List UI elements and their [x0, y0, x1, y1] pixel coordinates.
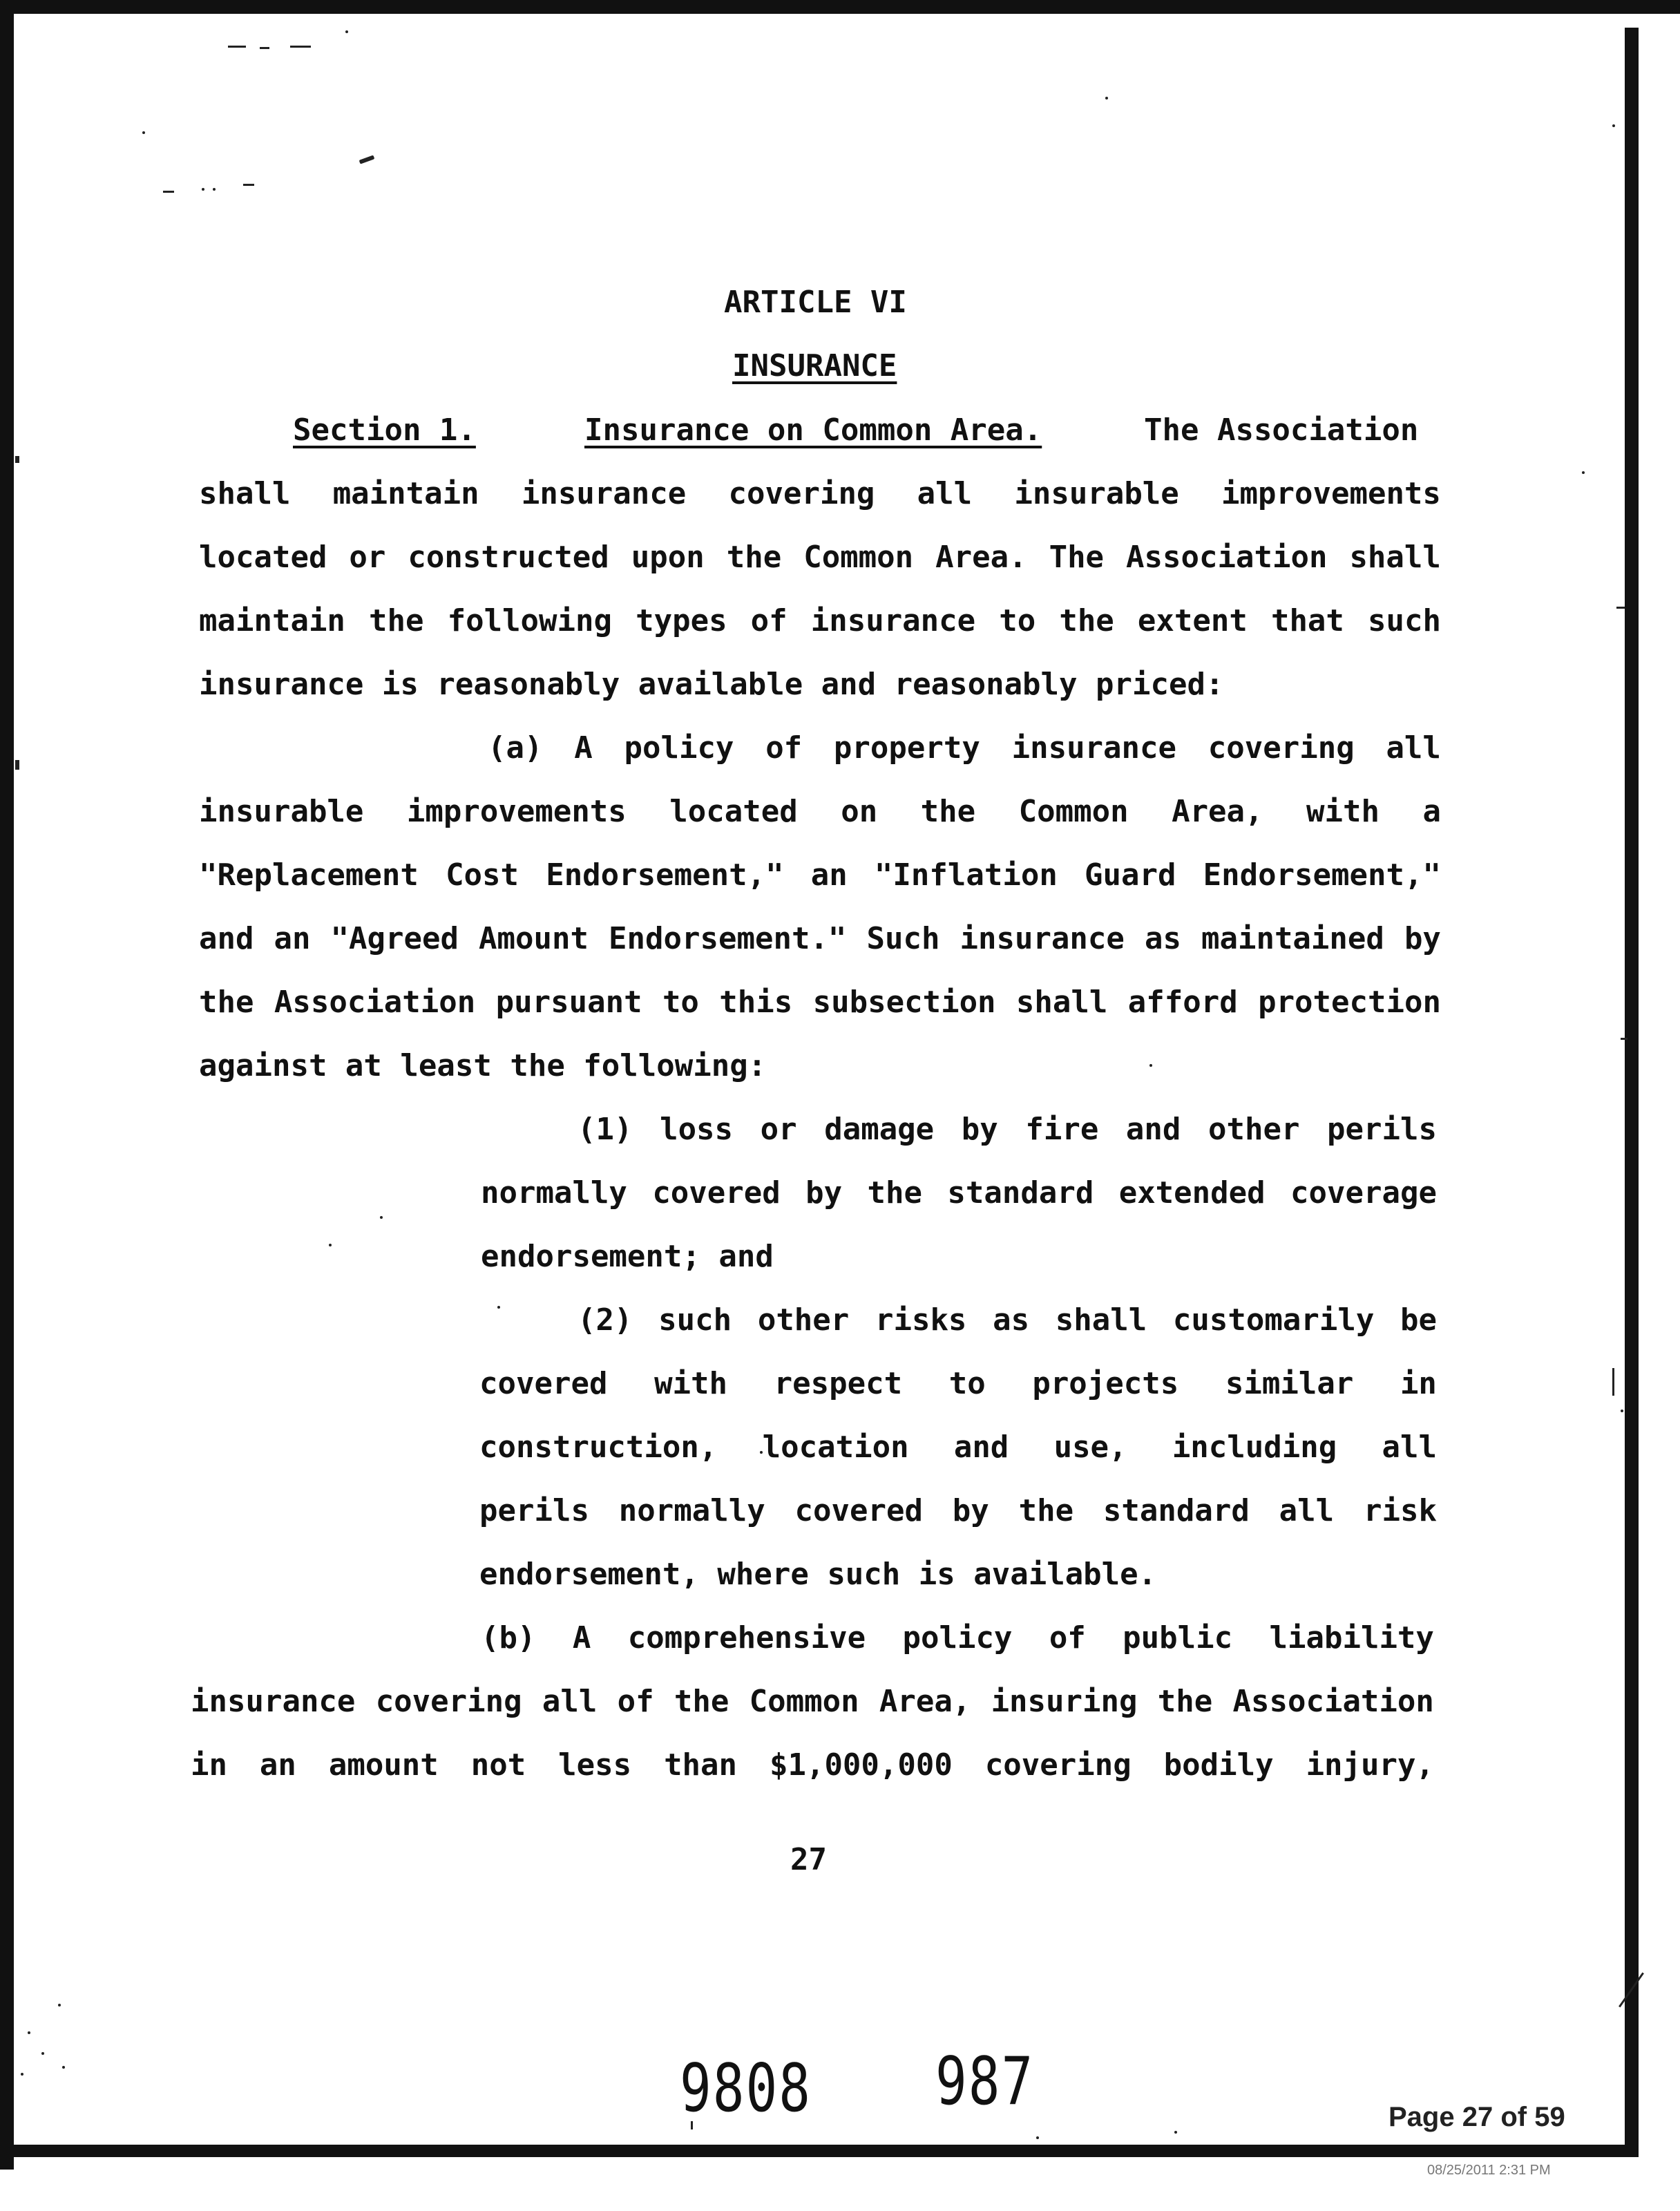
body-line: shall maintain insurance covering all insurable improvements [199, 476, 1441, 511]
para-b-first-line: (b) A comprehensive policy of public liability [481, 1620, 1434, 1655]
item-1-line: endorsement; and [481, 1239, 774, 1274]
para-b-line: insurance covering all of the Common Area, insuring the Association [191, 1684, 1434, 1719]
item-2-first-line: (2) such other risks as shall customarily be [578, 1302, 1437, 1338]
section-first-line-tail: The Association [1144, 412, 1419, 448]
para-a-line: against at least the following: [199, 1048, 767, 1083]
item-2-line: covered with respect to projects similar in [479, 1366, 1437, 1401]
page-number: 27 [790, 1842, 827, 1877]
item-2-line: endorsement, where such is available. [479, 1557, 1157, 1592]
section-heading: INSURANCE [732, 348, 897, 383]
body-line: insurance is reasonably available and reasonably priced: [199, 667, 1224, 702]
para-a-line: "Replacement Cost Endorsement," an "Inflation Guard Endorsement," [199, 857, 1441, 893]
article-title: ARTICLE VI [724, 285, 907, 320]
recording-book-number: 9808 [680, 2049, 812, 2127]
para-a-line: and an "Agreed Amount Endorsement." Such insurance as maintained by [199, 921, 1441, 956]
section-label: Section 1. [293, 412, 476, 448]
page-of-indicator: Page 27 of 59 [1388, 2102, 1565, 2132]
scan-border-bottom [0, 2145, 1639, 2157]
body-line: located or constructed upon the Common Area. The Association shall [199, 540, 1441, 575]
item-2-line: construction, location and use, including all [479, 1430, 1437, 1465]
recording-page-number: 987 [935, 2042, 1035, 2120]
para-b-line: in an amount not less than $1,000,000 covering bodily injury, [191, 1747, 1434, 1783]
scan-border-right [1625, 28, 1639, 2156]
item-1-line: normally covered by the standard extended coverage [481, 1175, 1437, 1211]
para-a-first-line: (a) A policy of property insurance covering all [488, 730, 1441, 766]
section-title: Insurance on Common Area. [584, 412, 1042, 448]
scan-border-left [0, 0, 14, 2170]
scan-border-top [0, 0, 1680, 14]
item-1-first-line: (1) loss or damage by fire and other perils [578, 1112, 1437, 1147]
para-a-line: insurable improvements located on the Common Area, with a [199, 794, 1441, 829]
para-a-line: the Association pursuant to this subsection shall afford protection [199, 985, 1441, 1020]
item-2-line: perils normally covered by the standard all risk [479, 1493, 1437, 1528]
print-timestamp: 08/25/2011 2:31 PM [1427, 2163, 1551, 2178]
body-line: maintain the following types of insurance to the extent that such [199, 603, 1441, 638]
